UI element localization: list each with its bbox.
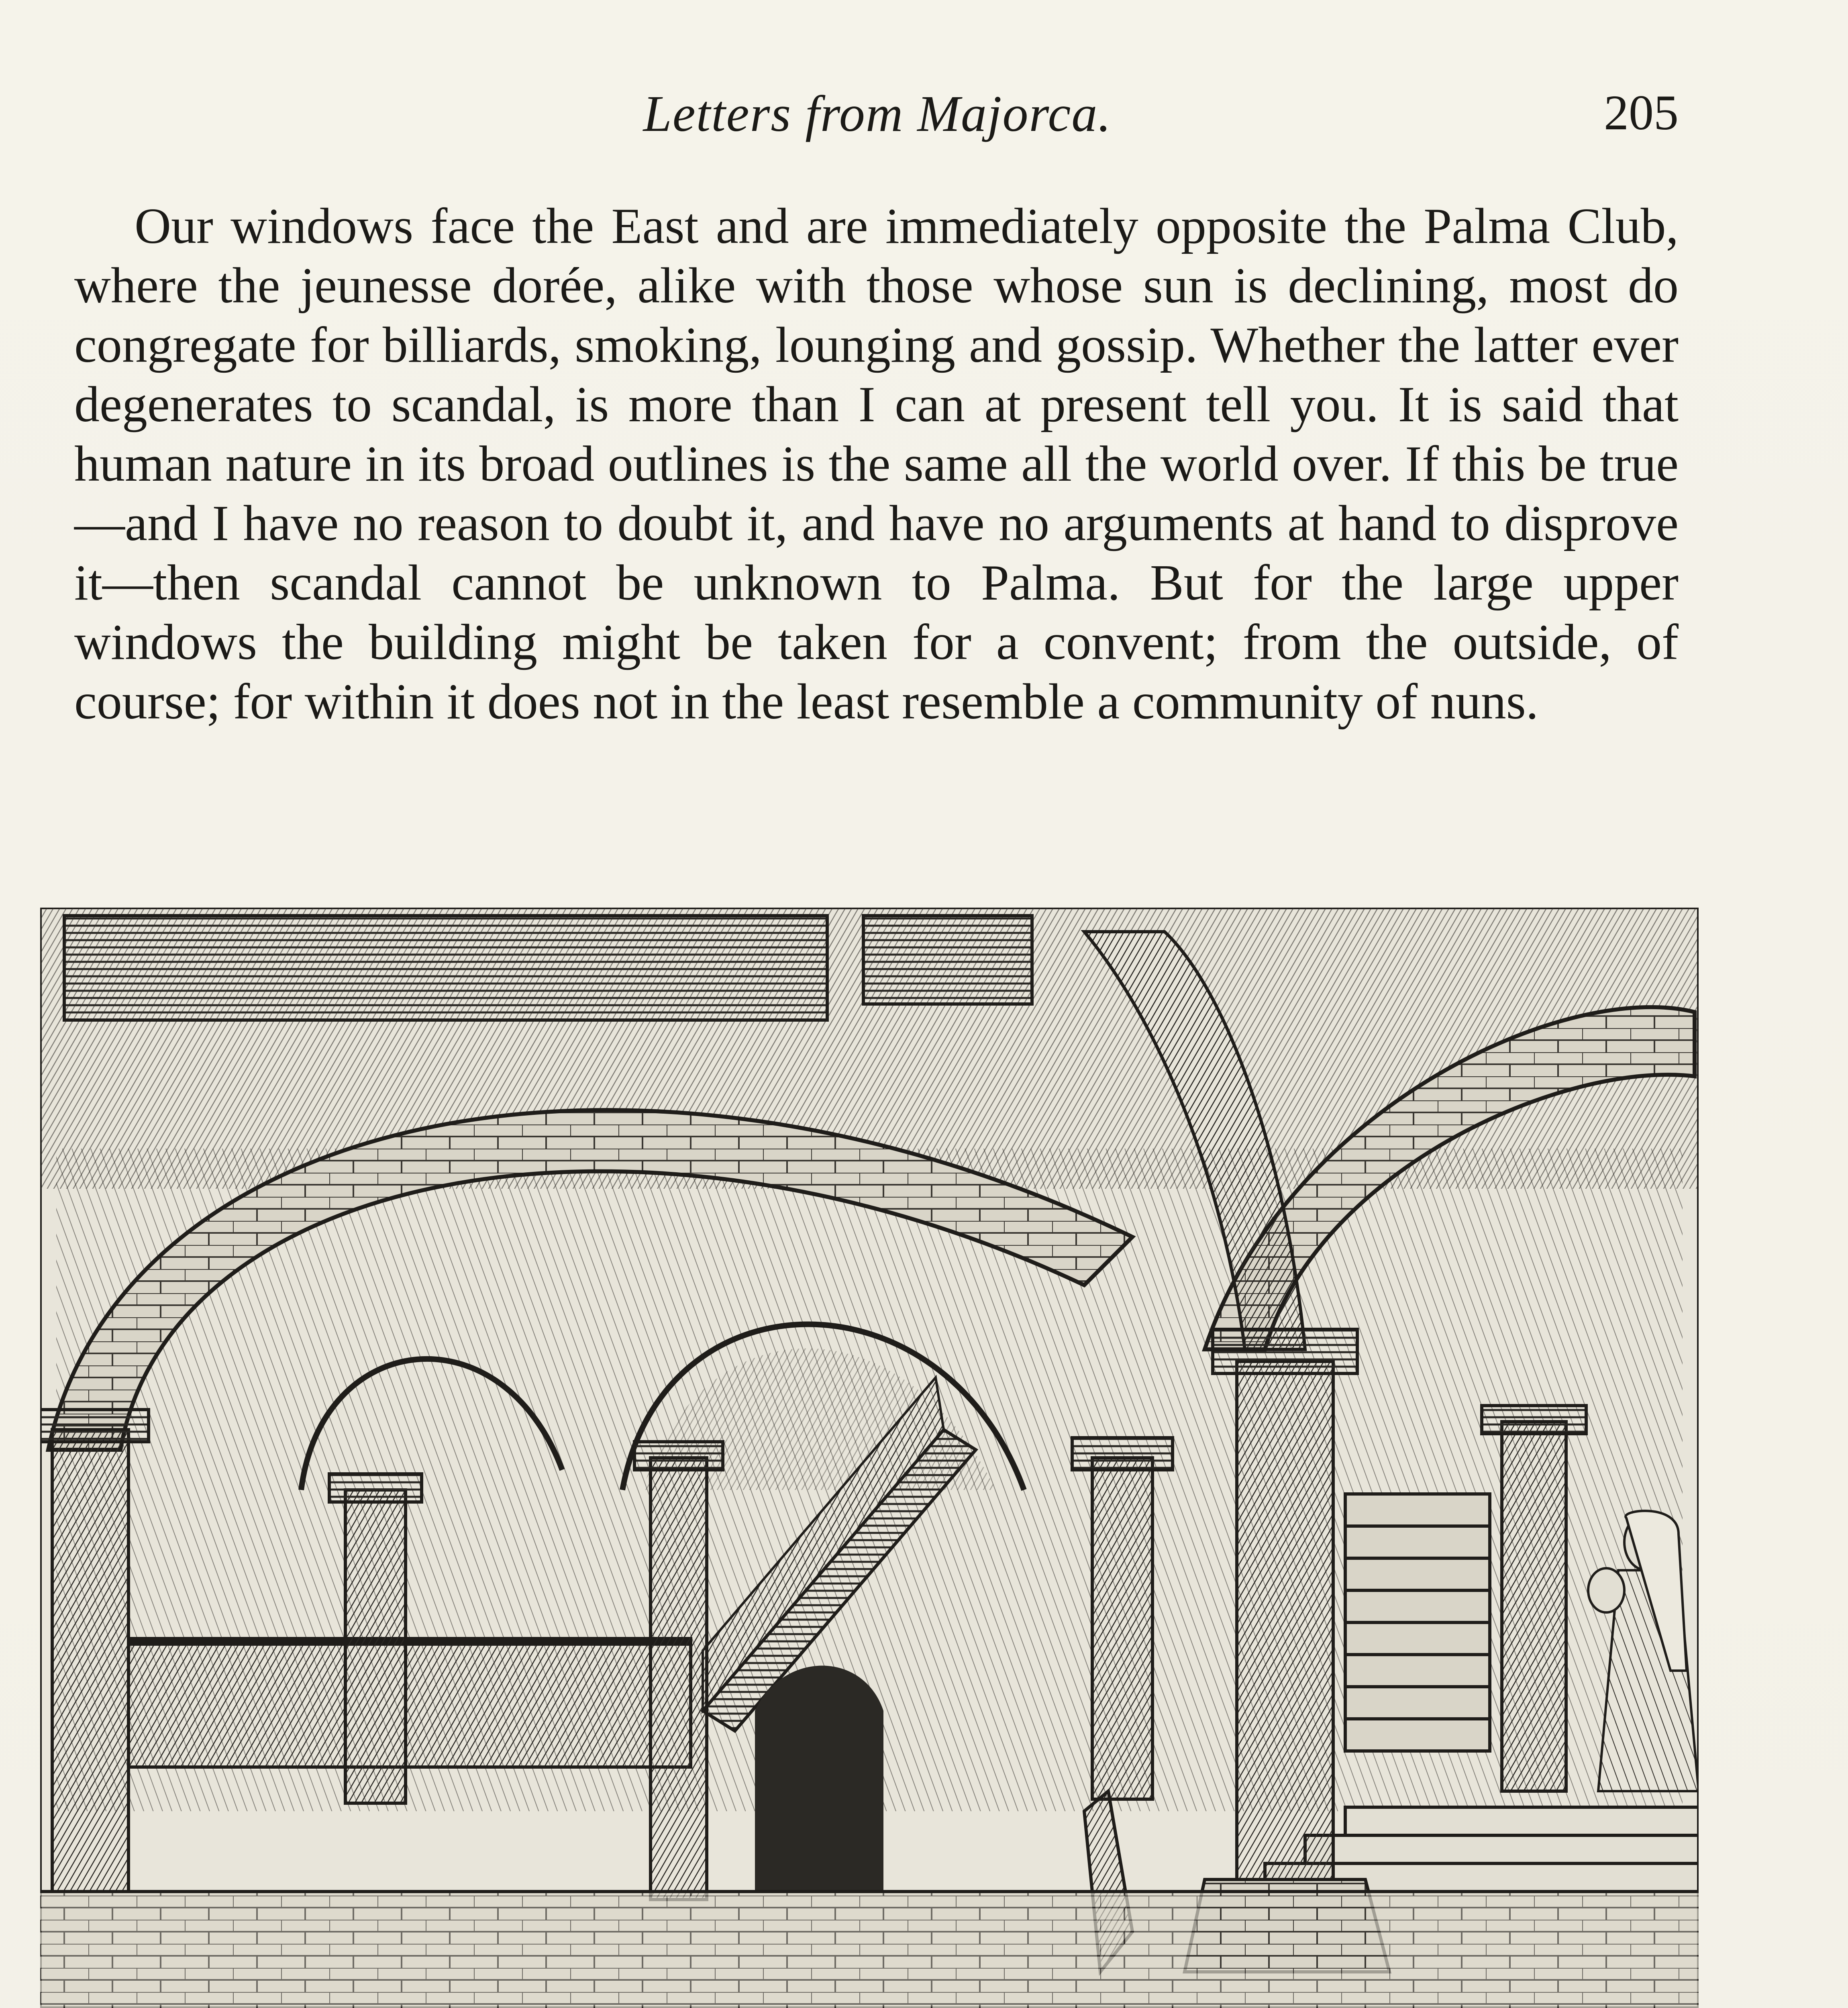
palma-court-engraving bbox=[40, 908, 1699, 2008]
running-head bbox=[76, 84, 1679, 153]
paragraph-club bbox=[74, 197, 1679, 732]
engraving-illustration bbox=[40, 908, 1699, 2008]
paragraph-text: Our windows face the East and are immediately opposite the Palma Club, where the jeunesse dorée, alike with those whose sun is declining, most do congregate for billiards, smoking, lounging and gossip. Whether the latter ever degenerates to scandal, is more than I can at present tell you. It is said that human nature in its broad outlines is the same all the world over. If this be true—and I have no reason to doubt it, and have no arguments at hand to disprove it—then scandal cannot be unknown to Palma. But for the large upper windows the building might be taken for a convent; from the outside, of course; for within it does not in the least resemble a community of nuns. bbox=[74, 198, 1679, 730]
page-number: 205 bbox=[1604, 85, 1679, 140]
running-title: Letters from Majorca. bbox=[643, 85, 1112, 142]
